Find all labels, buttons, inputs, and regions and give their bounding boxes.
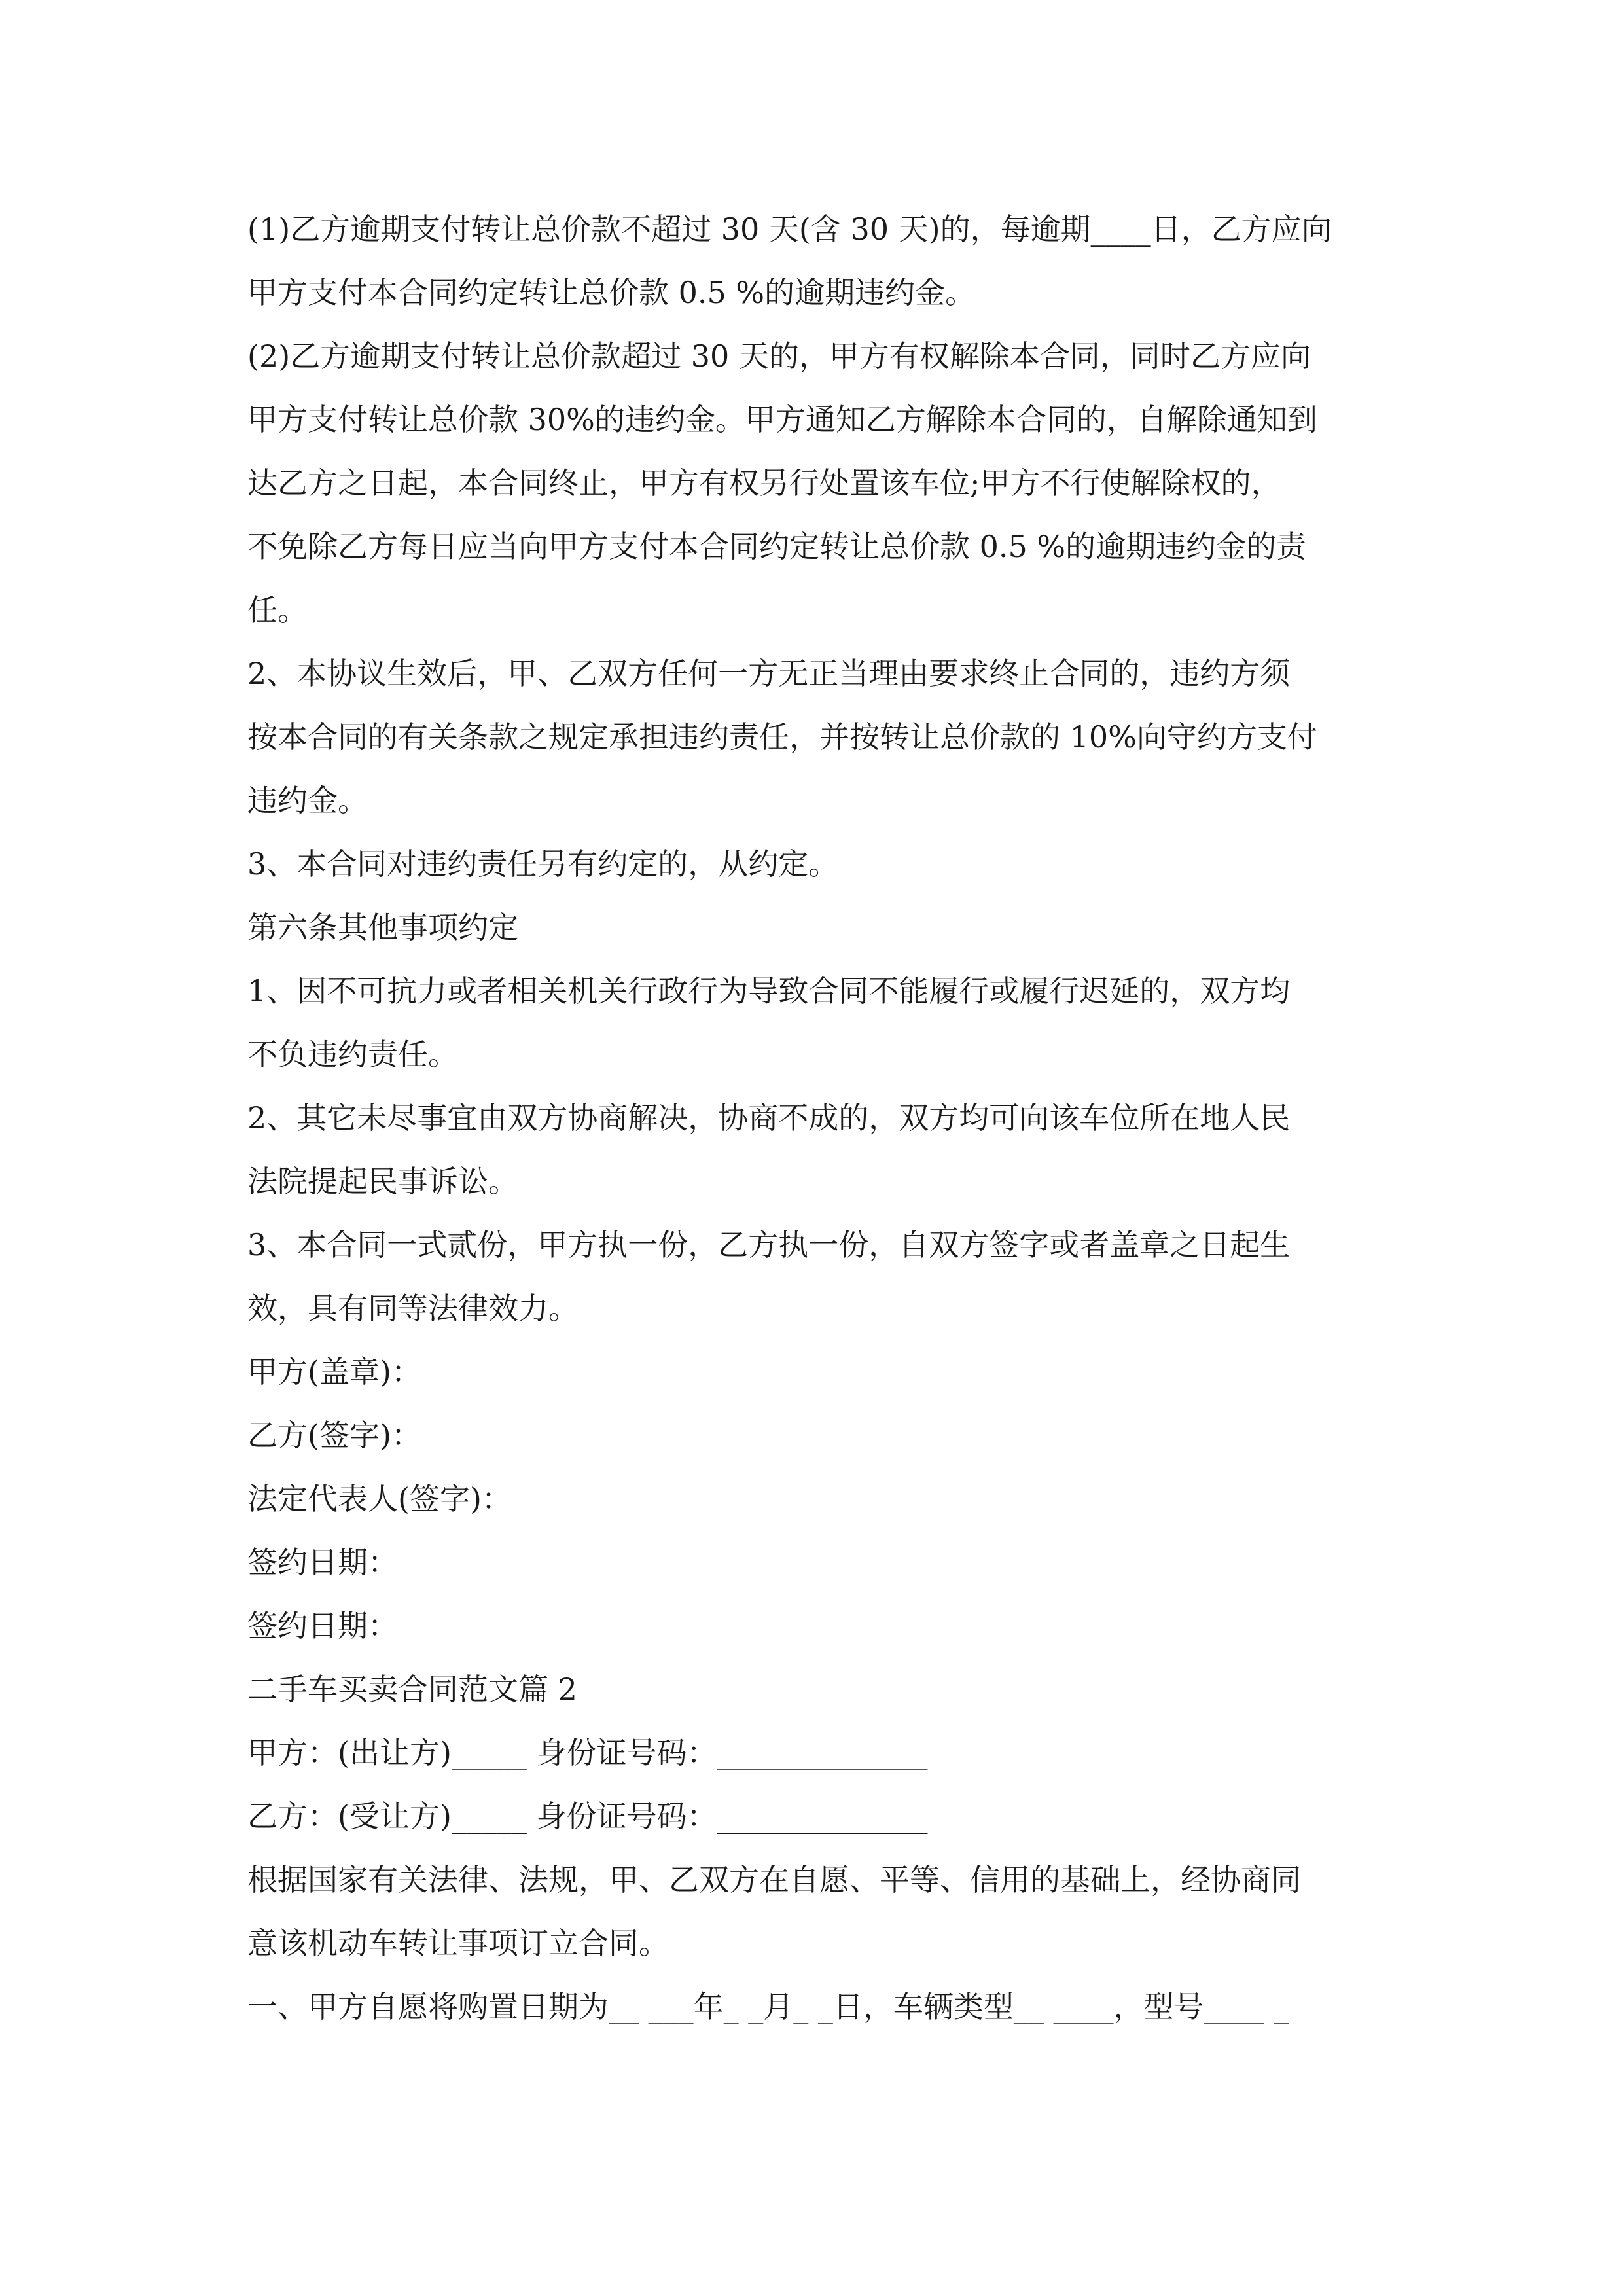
text-line: 按本合同的有关条款之规定承担违约责任，并按转让总价款的 10%向守约方支付 — [247, 719, 1317, 755]
section-heading: 二手车买卖合同范文篇 2 — [247, 1672, 577, 1707]
text-line: (2)乙方逾期支付转让总价款超过 30 天的，甲方有权解除本合同，同时乙方应向 — [247, 338, 1311, 374]
text-line: 不免除乙方每日应当向甲方支付本合同约定转让总价款 0.5 %的逾期违约金的责 — [247, 529, 1307, 564]
text-line: 法院提起民事诉讼。 — [247, 1164, 518, 1199]
signing-date-field: 签约日期： — [247, 1608, 398, 1643]
text-line: 任。 — [247, 592, 308, 628]
text-line: 效，具有同等法律效力。 — [247, 1291, 579, 1326]
text-line: 意该机动车转让事项订立合同。 — [247, 1926, 669, 1961]
text-line: 甲方支付转让总价款 30%的违约金。甲方通知乙方解除本合同的，自解除通知到 — [247, 402, 1317, 437]
text-line: 违约金。 — [247, 783, 368, 818]
text-line: 2、本协议生效后，甲、乙双方任何一方无正当理由要求终止合同的，违约方须 — [247, 656, 1291, 691]
text-line: 甲方支付本合同约定转让总价款 0.5 %的逾期违约金。 — [247, 275, 976, 310]
signature-field-party-b: 乙方(签字)： — [247, 1418, 421, 1453]
section-heading: 第六条其他事项约定 — [247, 910, 518, 945]
text-line: 3、本合同对违约责任另有约定的，从约定。 — [247, 846, 839, 882]
party-a-info: 甲方：(出让方)_____ 身份证号码：______________ — [247, 1735, 928, 1770]
text-line: 根据国家有关法律、法规，甲、乙双方在自愿、平等、信用的基础上，经协商同 — [247, 1862, 1301, 1897]
signing-date-field: 签约日期： — [247, 1545, 398, 1580]
text-line: 不负违约责任。 — [247, 1037, 458, 1072]
signature-field-legal-rep: 法定代表人(签字)： — [247, 1481, 512, 1516]
text-line: 3、本合同一式贰份，甲方执一份，乙方执一份，自双方签字或者盖章之日起生 — [247, 1227, 1291, 1263]
signature-field-party-a: 甲方(盖章)： — [247, 1354, 421, 1390]
text-line: 2、其它未尽事宜由双方协商解决，协商不成的，双方均可向该车位所在地人民 — [247, 1100, 1291, 1136]
party-b-info: 乙方：(受让方)_____ 身份证号码：______________ — [247, 1799, 928, 1834]
text-line: 达乙方之日起，本合同终止，甲方有权另行处置该车位;甲方不行使解除权的， — [247, 465, 1281, 501]
document-body — [247, 198, 1380, 2039]
text-line: (1)乙方逾期支付转让总价款不超过 30 天(含 30 天)的，每逾期____日，乙方应向 — [247, 211, 1332, 247]
text-line: 1、因不可抗力或者相关机关行政行为导致合同不能履行或履行迟延的，双方均 — [247, 973, 1291, 1009]
text-line: 一、甲方自愿将购置日期为__ ___年_ _月_ _日，车辆类型__ ____，型号____ _ — [247, 1989, 1289, 2024]
